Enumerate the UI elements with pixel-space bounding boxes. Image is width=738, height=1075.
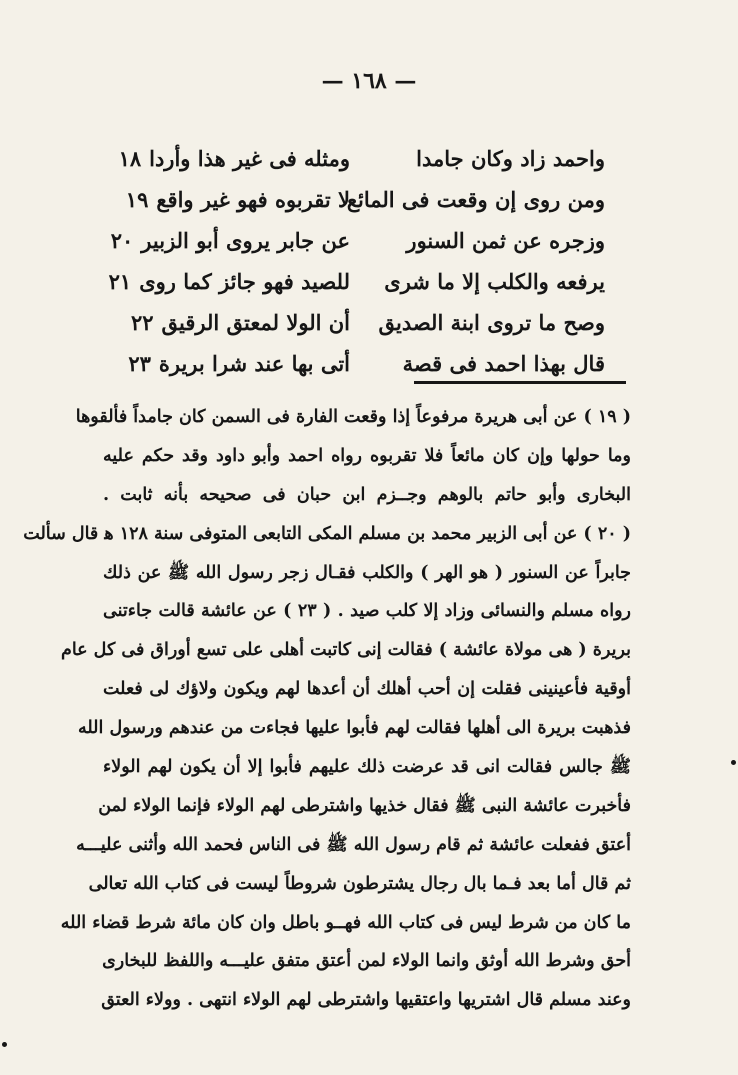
verse-number: ٢٣ <box>128 351 151 376</box>
poem <box>105 138 605 384</box>
verse <box>105 261 605 302</box>
footnote-divider <box>414 381 626 384</box>
verse-second-hemistich <box>105 302 350 343</box>
verse-first-hemistich: وصح ما تروى ابنة الصديق <box>378 310 605 335</box>
verse-second-text: للصيد فهو جائز كما روى <box>139 269 350 294</box>
footnote-line: أوقية فأعينينى فقلت إن أحب أهلك أن أعدها لهم ويكون ولاؤك لى فعلت <box>103 679 631 700</box>
verse-number: ٢٠ <box>110 228 134 253</box>
footnote-line: فأخبرت عائشة النبى ﷺ فقال خذيها واشترطى لهم الولاء فإنما الولاء لمن <box>98 795 631 816</box>
footnote-line: وما حولها وإن كان مائعاً فلا تقربوه رواه احمد وأبو داود وقد حكم عليه <box>103 445 631 466</box>
footnote-line: ﷺ جالس فقالت انى قد عرضت ذلك عليهم فأبوا إلا أن يكون لهم الولاء <box>103 757 631 778</box>
footnote-line: البخارى وأبو حاتم بالوهم وجــزم ابن حبان فى صحيحه بأنه ثابت . <box>103 484 631 505</box>
verse-first-hemistich: قال بهذا احمد فى قصة <box>402 351 605 376</box>
verse-second-text: لا تقربوه فهو غير واقع <box>156 187 350 212</box>
footnote-line: أحق وشرط الله أوثق وانما الولاء لمن أعتق متفق عليـــه واللفظ للبخارى <box>102 951 631 972</box>
footnote-line: فذهبت بريرة الى أهلها فقالت لهم فأبوا عليها فجاءت من عندهم ورسول الله <box>77 718 631 739</box>
verse-first-hemistich: يرفعه والكلب إلا ما شرى <box>384 269 605 294</box>
verse-number: ٢٢ <box>130 310 154 335</box>
footnote-line: وعند مسلم قال اشتريها واعتقيها واشترطى لهم الولاء انتهى . وولاء العتق <box>101 990 631 1011</box>
verse-second-text: أتى بها عند شرا بريرة <box>158 351 350 376</box>
footnotes <box>23 398 631 1020</box>
verse-number: ٢١ <box>108 269 132 294</box>
verse <box>105 302 605 343</box>
page-number: — ١٦٨ — <box>321 68 417 94</box>
verse-first-hemistich: ومن روى إن وقعت فى المائع <box>346 187 605 212</box>
verse-number: ١٨ <box>118 146 142 171</box>
footnote-line: ثم قال أما بعد فـما بال رجال يشترطون شروطاً ليست فى كتاب الله تعالى <box>88 873 631 894</box>
footnote-line: رواه مسلم والنسائى وزاد إلا كلب صيد . ( ٢٣ ) عن عائشة قالت جاءتنى <box>103 601 631 622</box>
footnote-line: ( ٢٠ ) عن أبى الزبير محمد بن مسلم المكى التابعى المتوفى سنة ١٢٨ ﻫ قال سألت <box>23 523 631 544</box>
verse-number: ١٩ <box>125 187 149 212</box>
verse <box>105 220 605 261</box>
verse-second-hemistich <box>105 138 350 179</box>
footnote-line: أعتق ففعلت عائشة ثم قام رسول الله ﷺ فى الناس فحمد الله وأثنى عليـــه <box>76 834 631 855</box>
scan-speck <box>2 1042 7 1047</box>
footnote-line: ما كان من شرط ليس فى كتاب الله فهــو باطل وان كان مائة شرط قضاء الله <box>60 912 631 933</box>
verse-first-hemistich: وزجره عن ثمن السنور <box>406 228 605 253</box>
verse-first-hemistich: واحمد زاد وكان جامدا <box>416 146 605 171</box>
verse-second-text: أن الولا لمعتق الرقيق <box>161 310 350 335</box>
verse-second-hemistich <box>105 220 350 261</box>
verse <box>105 179 605 220</box>
verse <box>105 138 605 179</box>
footnote-line: بريرة ( هى مولاة عائشة ) فقالت إنى كاتبت أهلى على تسع أوراق فى كل عام <box>60 640 631 661</box>
scan-speck <box>731 760 736 765</box>
verse-second-hemistich <box>105 179 350 220</box>
verse-second-text: عن جابر يروى أبو الزبير <box>141 228 350 253</box>
verse-second-text: ومثله فى غير هذا وأردا <box>149 146 350 171</box>
verse <box>105 343 605 384</box>
footnote-line: ( ١٩ ) عن أبى هريرة مرفوعاً إذا وقعت الفارة فى السمن كان جامداً فألقوها <box>75 407 631 427</box>
verse-second-hemistich <box>105 343 350 384</box>
verse-second-hemistich <box>105 261 350 302</box>
footnote-line: جابراً عن السنور ( هو الهر ) والكلب فقـال زجر رسول الله ﷺ عن ذلك <box>103 562 631 583</box>
